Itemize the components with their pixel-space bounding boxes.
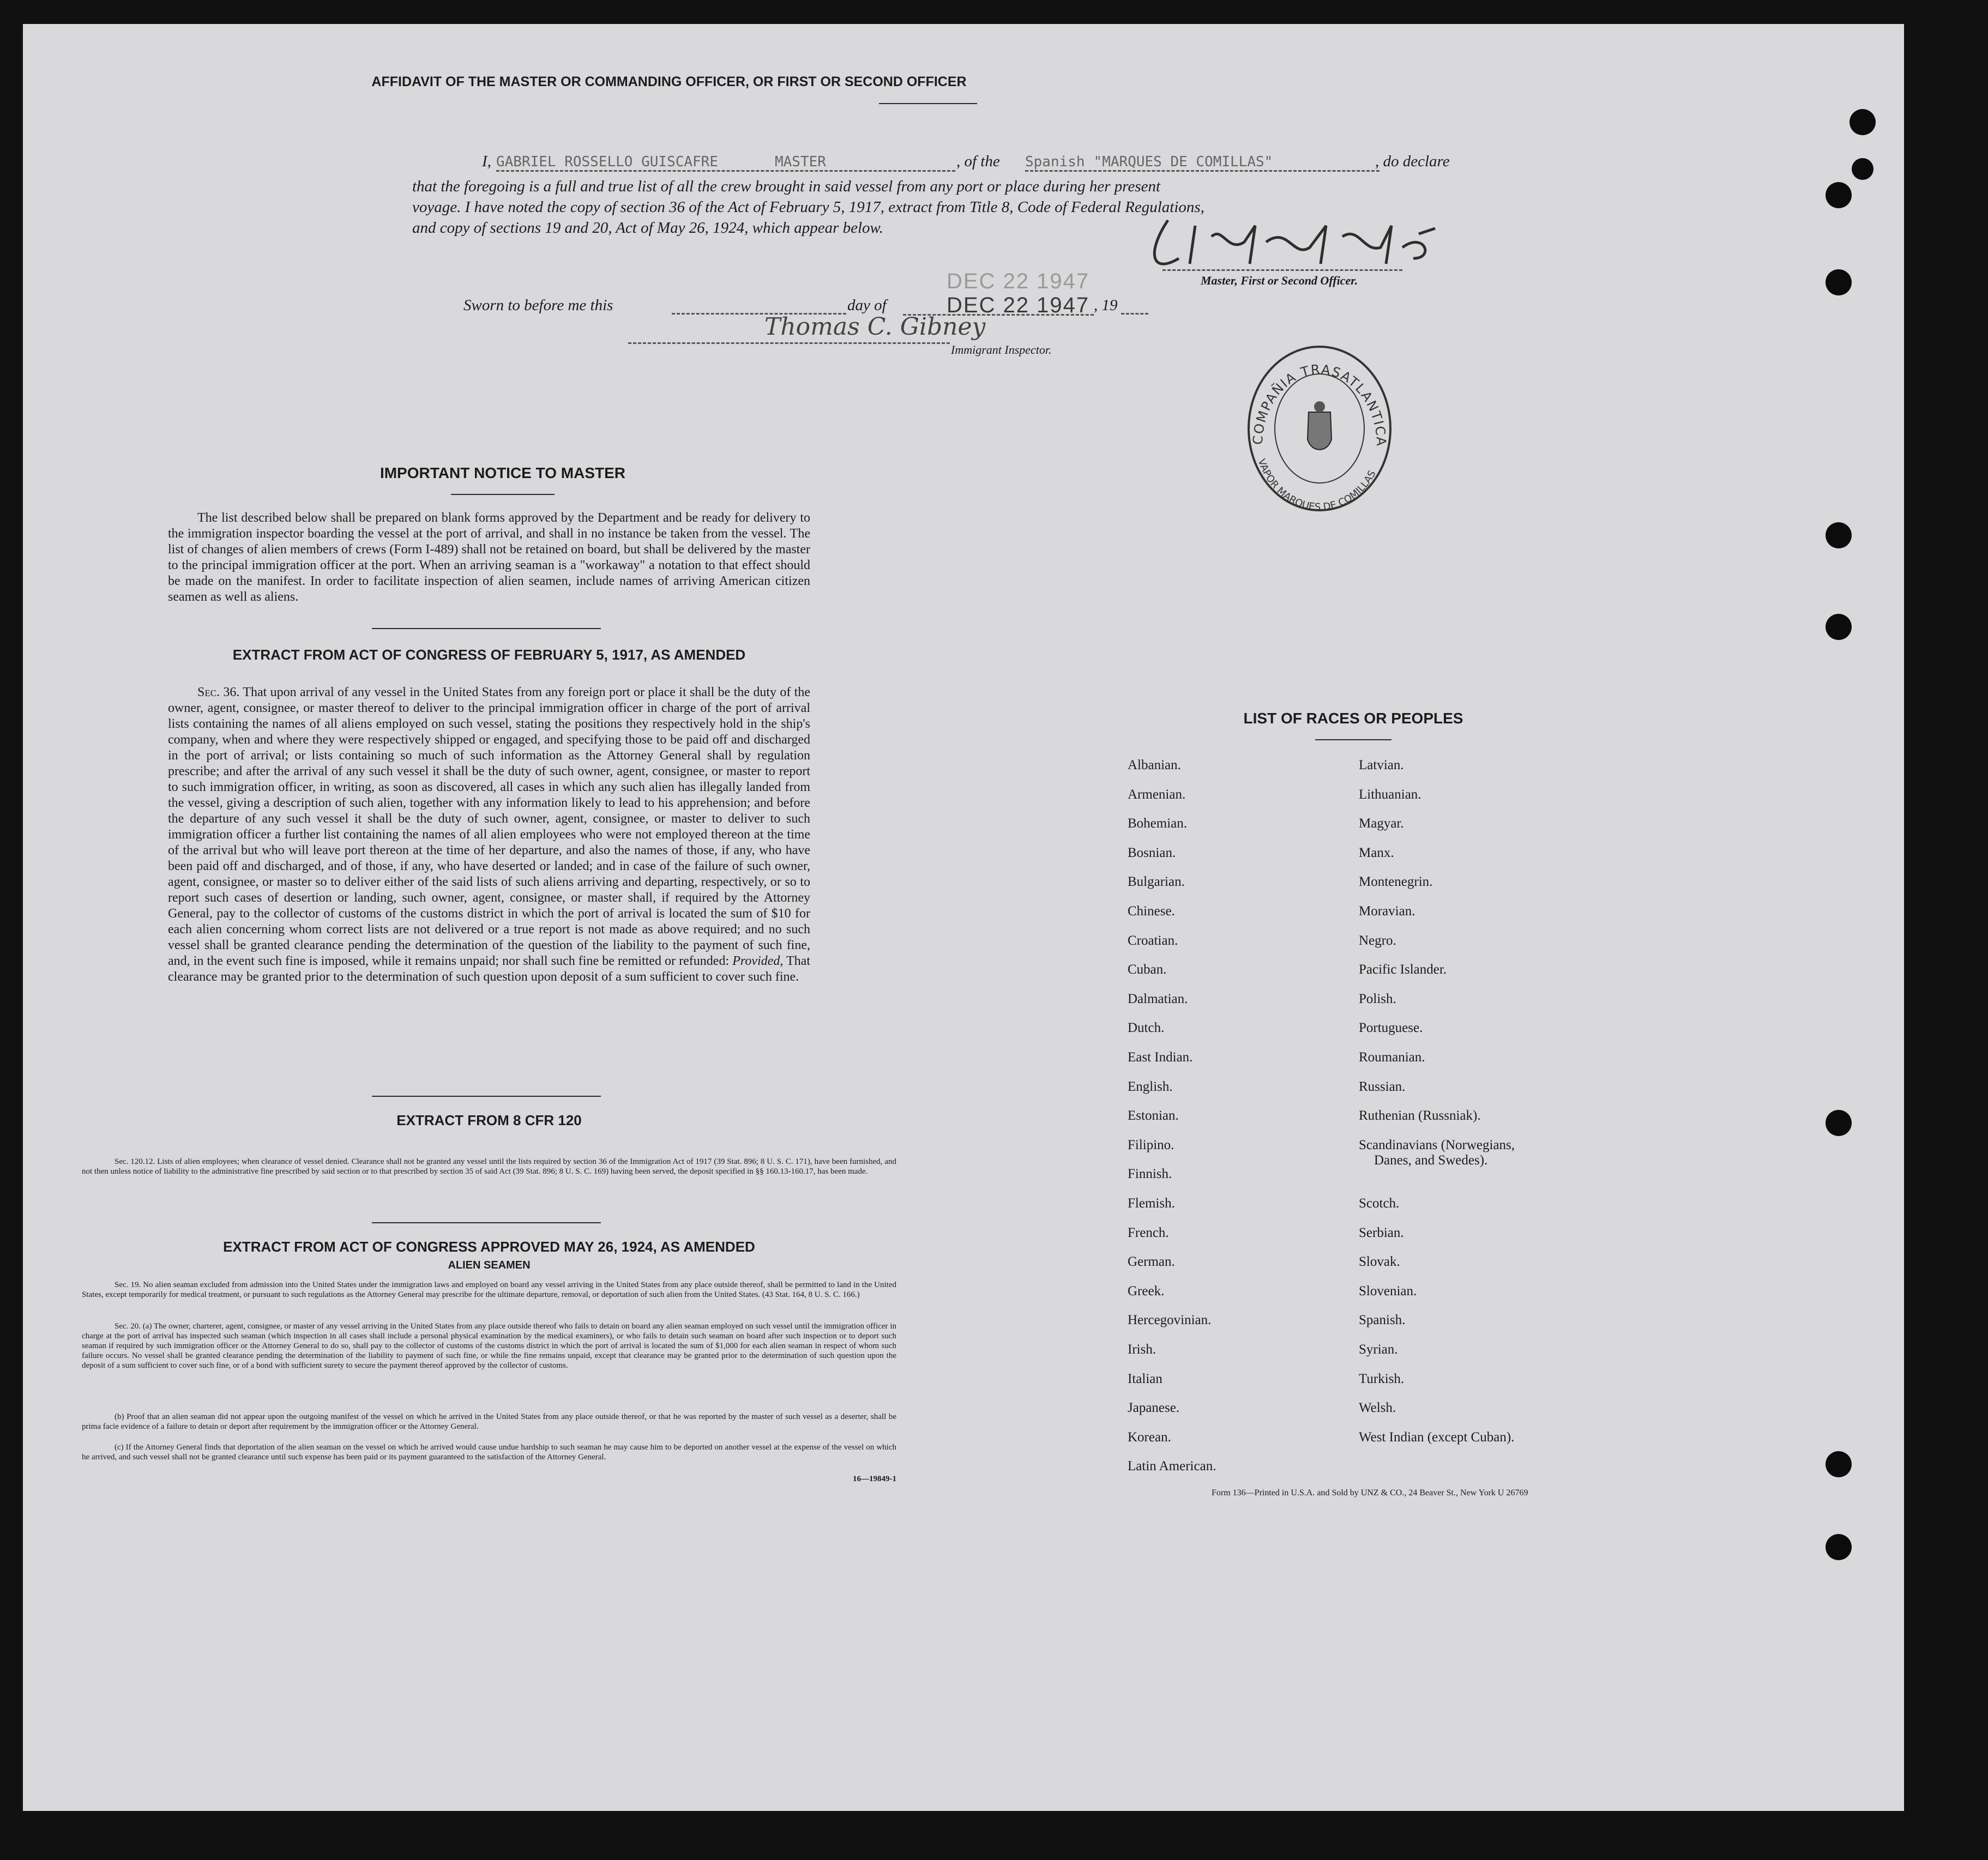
race-item: Estonian. <box>1128 1108 1179 1124</box>
printer-footer: Form 136—Printed in U.S.A. and Sold by UNZ & CO., 24 Beaver St., New York U 26769 <box>1212 1488 1528 1497</box>
inspector-signature: Thomas C. Gibney <box>764 313 986 341</box>
declare-label: , do declare <box>1375 153 1450 170</box>
cfr-end-rule <box>372 1222 601 1223</box>
inspector-label: Immigrant Inspector. <box>951 343 1052 357</box>
race-item: Armenian. <box>1128 787 1186 802</box>
sec-20c-body: (c) If the Attorney General finds that deportation of the alien seaman on the vessel on which he arrived would cause undue hardship to such seaman he may cause him to be deported on another vessel at the expense of the vessel on which he arrived, and such vessel shall not be granted clearance until such expense has been paid or its payment guaranteed to the satisfaction of the Attorney General. <box>82 1443 896 1462</box>
master-signature-line <box>1162 268 1402 271</box>
sec-19-body: Sec. 19. No alien seaman excluded from admission into the United States under the immigration laws and employed on board any vessel arriving in the United States from any place outside thereof, shall be permitted to land in the United States, except temporarily for medical treatment, or pursuant to such regulations as the Attorney General may prescribe for the ultimate departure, removal, or deportation of such alien from the United States. (43 Stat. 164, 8 U. S. C. 166.) <box>82 1281 896 1299</box>
race-item: Dutch. <box>1128 1020 1165 1036</box>
race-item: Turkish. <box>1359 1371 1405 1386</box>
affidavit-line-2: that the foregoing is a full and true list of all the crew brought in said vessel from any port or place during her present <box>412 178 1161 195</box>
race-item: Spanish. <box>1359 1313 1406 1328</box>
race-item: Roumanian. <box>1359 1050 1425 1065</box>
races-divider <box>1315 739 1391 740</box>
race-item: Negro. <box>1359 933 1396 948</box>
race-item: Latvian. <box>1359 758 1404 772</box>
punch-hole <box>1826 182 1852 208</box>
race-item: Korean. <box>1128 1429 1171 1445</box>
extract-1924-heading: EXTRACT FROM ACT OF CONGRESS APPROVED MAY 26, 1924, AS AMENDED <box>223 1239 755 1255</box>
punch-hole <box>1850 109 1876 135</box>
race-item: Scandinavians (Norwegians, <box>1359 1137 1515 1152</box>
title-divider <box>879 103 977 104</box>
race-item: Slovak. <box>1359 1254 1400 1270</box>
race-item: Bohemian. <box>1128 816 1188 831</box>
race-item: Pacific Islander. <box>1359 962 1447 977</box>
race-item: West Indian (except Cuban). <box>1359 1429 1515 1445</box>
seal-bottom-text: VAPOR MARQUES DE COMILLAS <box>1255 457 1378 514</box>
race-item: Albanian. <box>1128 758 1181 772</box>
race-item: Dalmatian. <box>1128 991 1188 1006</box>
sec-36-text: That upon arrival of any vessel in the United States from any foreign port or place it shall be the duty of the owner, agent, consignee, or master thereof to deliver to the principal immigration officer in charge of the port of arrival lists containing the names of all aliens employed on such vessel, stating the positions they respectively hold in the ship's company, when and where they were respectively shipped or engaged, and specifying those to be paid off and discharged in the port of arrival; or lists containing so much of such information as the Attorney General shall by regulation prescribe; and after the arrival of any such vessel it shall be the duty of such owner, agent, consignee, or master to report to such immigration officer, in writing, as soon as discovered, all cases in which any such alien has illegally landed from the vessel, giving a description of such alien, together with any information likely to lead to his apprehension; and before the departure of any such vessel it shall be the duty of such owner, agent, consignee, or master to deliver to such immigration officer a further list containing the names of all alien employees who were not employed thereon at the time of the arrival but who will leave port thereon at the time of her departure, and also the names of those, if any, who have been paid off and discharged, and of those, if any, who have deserted or landed; and in case of the failure of such owner, agent, consignee, or master so to deliver either of the said lists of such aliens arriving and departing, respectively, or so to report such cases of desertion or landing, such owner, agent, consignee, or master shall, if required by the Attorney General, pay to the collector of customs of the customs district in which the port of arrival is located the sum of $10 for each alien concerning whom correct lists are not delivered or a true report is not made as above required; and no such vessel shall be granted clearance pending the determination of the question of the liability to the payment of such fine, and, in the event such fine is imposed, while it remains unpaid; nor shall such fine be remitted or refunded: <box>168 685 810 968</box>
date-stamp-faint: DEC 22 1947 <box>947 269 1090 293</box>
race-item: Greek. <box>1128 1283 1165 1299</box>
punch-hole <box>1826 1534 1852 1560</box>
company-seal <box>1238 336 1401 521</box>
punch-hole <box>1826 269 1852 295</box>
notice-end-rule <box>372 628 601 629</box>
year-field <box>1121 297 1148 315</box>
race-item: Latin American. <box>1128 1459 1216 1474</box>
race-item: Bulgarian. <box>1128 874 1185 890</box>
race-item: Japanese. <box>1128 1400 1180 1416</box>
cfr-body: Sec. 120.12. Lists of alien employees; when clearance of vessel denied. Clearance shall not be granted any vessel until the lists required by section 36 of the Immigration Act of 1917 (39 Stat. 896; 8 U. S. C. 171), have been furnished, and not then unless notice of liability to the administrative fine prescribed by said section or to that prescribed by section 35 of said Act (39 Stat. 896; 8 U. S. C. 169) having been served, the deposit specified in §§ 160.13-160.17, has been made. <box>82 1157 896 1176</box>
extract-1917-end-rule <box>372 1096 601 1097</box>
seal-top-text: COMPAÑIA TRASATLANTICA <box>1250 361 1389 448</box>
punch-hole <box>1826 614 1852 640</box>
race-item: East Indian. <box>1128 1050 1193 1065</box>
form-sheet <box>23 24 1904 1811</box>
affidavit-line-3: voyage. I have noted the copy of section 36 of the Act of February 5, 1917, extract from Title 8, Code of Federal Regulations, <box>412 198 1204 216</box>
race-item: Irish. <box>1128 1342 1156 1357</box>
race-item: Portuguese. <box>1359 1020 1423 1036</box>
affidavit-title: AFFIDAVIT OF THE MASTER OR COMMANDING OFFICER, OR FIRST OR SECOND OFFICER <box>371 74 967 89</box>
name-field <box>496 154 955 172</box>
race-item: Flemish. <box>1128 1196 1175 1211</box>
race-item: Lithuanian. <box>1359 787 1421 802</box>
notice-divider <box>451 494 555 495</box>
extract-1917-body <box>168 685 810 985</box>
sworn-day-field <box>672 297 846 315</box>
race-item: Serbian. <box>1359 1225 1404 1240</box>
provided-word: Provided, <box>732 954 784 968</box>
affidavit-i-label: I, <box>482 153 491 170</box>
race-item: Syrian. <box>1359 1342 1398 1357</box>
races-heading: LIST OF RACES OR PEOPLES <box>1243 710 1463 727</box>
race-item: Croatian. <box>1128 933 1178 948</box>
sec-36-text-end: That clearance may be granted prior to the determination of such question upon deposit of a sum sufficient to cover such fine. <box>168 954 810 984</box>
race-item: Polish. <box>1359 991 1396 1006</box>
master-name: GABRIEL ROSSELLO GUISCAFRE <box>496 154 718 170</box>
race-item: Russian. <box>1359 1079 1406 1094</box>
race-item: French. <box>1128 1225 1169 1240</box>
sec-20a-body: Sec. 20. (a) The owner, charterer, agent, consignee, or master of any vessel arriving in the United States from any place outside thereof who fails to detain on board any alien seaman employed on such vessel until the immigration officer in charge at the port of arrival has inspected such seaman (which inspection in all cases shall include a personal physical examination by the medical examiners), or who fails to detain such seaman on board after such inspection or to deport such seaman if required by such immigration officer or the Attorney General to do so, shall pay to the collector of customs of the customs district in which the port of arrival is located the sum of $1,000 for each alien seaman in respect of whom such failure occurs. No vessel shall be granted clearance pending the determination of the liability to payment of such fine, or while the fine remains unpaid, except that clearance may be granted prior to the determination of such question upon the deposit of a sum sufficient to cover such fine, or of a bond with sufficient surety to secure the payment thereof approved by the collector of customs. <box>82 1322 896 1370</box>
race-item: Welsh. <box>1359 1400 1396 1416</box>
race-item: Cuban. <box>1128 962 1167 977</box>
punch-hole <box>1852 158 1873 180</box>
svg-text:VAPOR MARQUES DE COMILLAS <box>1256 457 1378 513</box>
race-item: Manx. <box>1359 845 1394 860</box>
vessel-field <box>1025 154 1379 172</box>
form-code: 16—19849-1 <box>853 1475 896 1483</box>
race-item: Montenegrin. <box>1359 874 1433 890</box>
race-item: Filipino. <box>1128 1137 1174 1152</box>
alien-seamen-subheading: ALIEN SEAMEN <box>448 1259 531 1271</box>
notice-body: The list described below shall be prepared on blank forms approved by the Department and be ready for delivery to the immigration inspector boarding the vessel at the port of arrival, and shall in no instance be taken from the vessel. The list of changes of alien members of crews (Form I-489) shall not be retained on board, but shall be delivered by the master to the principal immigration officer at the port. When an arriving seaman is a "workaway" a notation to that effect should be made on the manifest. In order to facilitate inspection of alien seamen, include names of arriving American citizen seamen as well as aliens. <box>168 511 810 604</box>
affidavit-line-4: and copy of sections 19 and 20, Act of May 26, 1924, which appear below. <box>412 219 883 237</box>
race-item: Finnish. <box>1128 1167 1172 1182</box>
race-item-continuation: Danes, and Swedes). <box>1374 1152 1488 1168</box>
race-item: Magyar. <box>1359 816 1404 831</box>
punch-hole <box>1826 1110 1852 1136</box>
race-item: Bosnian. <box>1128 845 1176 860</box>
punch-hole <box>1826 1451 1852 1477</box>
master-signature-label: Master, First or Second Officer. <box>1201 274 1358 287</box>
vessel-name: "MARQUES DE COMILLAS" <box>1093 154 1273 170</box>
race-item: Slovenian. <box>1359 1283 1417 1299</box>
punch-hole <box>1826 522 1852 548</box>
race-item: Moravian. <box>1359 904 1415 919</box>
vessel-nationality: Spanish <box>1025 154 1085 170</box>
extract-1917-heading: EXTRACT FROM ACT OF CONGRESS OF FEBRUARY 5, 1917, AS AMENDED <box>232 647 746 663</box>
year-label: , 19 <box>1094 297 1118 314</box>
race-item: Ruthenian (Russniak). <box>1359 1108 1481 1124</box>
sworn-label: Sworn to before me this <box>463 297 613 314</box>
race-item: Hercegovinian. <box>1128 1313 1212 1328</box>
notice-heading: IMPORTANT NOTICE TO MASTER <box>379 464 626 481</box>
race-item: Italian <box>1128 1371 1162 1386</box>
race-item: Chinese. <box>1128 904 1175 919</box>
date-stamp: DEC 22 1947 <box>947 293 1090 317</box>
sec-36-label: Sec. 36. <box>197 685 240 699</box>
cfr-heading: EXTRACT FROM 8 CFR 120 <box>396 1112 582 1128</box>
day-of-label: day of <box>847 297 887 314</box>
master-rank: MASTER <box>775 154 826 170</box>
of-the-label: , of the <box>956 153 1000 170</box>
inspector-signature-line <box>628 341 950 344</box>
race-item: English. <box>1128 1079 1173 1094</box>
sec-20b-body: (b) Proof that an alien seaman did not appear upon the outgoing manifest of the vessel on which he arrived in the United States from any place outside thereof, or that he was reported by the master of such vessel as a deserter, shall be prima facie evidence of a failure to detain or deport after requirement by the immigration officer or the Attorney General. <box>82 1412 896 1431</box>
race-item: German. <box>1128 1254 1175 1270</box>
race-item: Scotch. <box>1359 1196 1400 1211</box>
